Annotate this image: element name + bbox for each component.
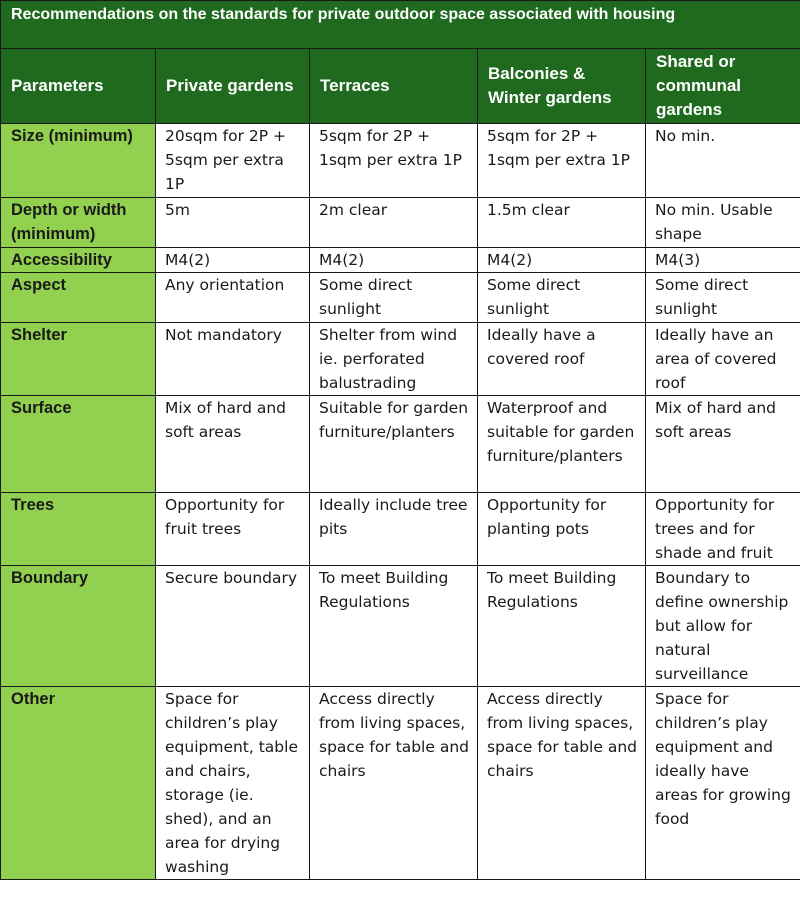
row-label-surface: Surface [1,396,156,493]
table-cell: Ideally have a covered roof [478,323,646,396]
row-label-boundary: Boundary [1,566,156,687]
title-row [1,1,800,49]
table-row [1,566,800,687]
table-row [1,493,800,566]
header-balconies-winter-gardens: Balconies & Winter gardens [478,49,646,124]
table-cell: Opportunity for fruit trees [156,493,310,566]
table-cell: No min. [646,124,800,198]
header-parameters: Parameters [1,49,156,124]
table-cell: 1.5m clear [478,198,646,248]
row-label-other: Other [1,687,156,880]
table-cell: Access directly from living spaces, space for table and chairs [478,687,646,880]
row-label-depth-width: Depth or width (minimum) [1,198,156,248]
table-title: Recommendations on the standards for private outdoor space associated with housing [1,1,800,49]
table-cell: Ideally include tree pits [310,493,478,566]
row-label-shelter: Shelter [1,323,156,396]
table-cell: Some direct sunlight [478,273,646,323]
row-label-aspect: Aspect [1,273,156,323]
table-cell: Suitable for garden furniture/planters [310,396,478,493]
table-row [1,198,800,248]
table-row [1,687,800,880]
table-cell: Mix of hard and soft areas [156,396,310,493]
table-cell: To meet Building Regulations [310,566,478,687]
table-cell: Mix of hard and soft areas [646,396,800,493]
table-cell: Waterproof and suitable for garden furniture/planters [478,396,646,493]
table-cell: 5sqm for 2P + 1sqm per extra 1P [478,124,646,198]
table-cell: Some direct sunlight [646,273,800,323]
table-cell: Access directly from living spaces, space for table and chairs [310,687,478,880]
table-cell: Space for children’s play equipment, table and chairs, storage (ie. shed), and an area for drying washing [156,687,310,880]
table-row [1,323,800,396]
table-row [1,248,800,273]
header-shared-communal-gardens: Shared or communal gardens [646,49,800,124]
table-cell: Space for children’s play equipment and ideally have areas for growing food [646,687,800,880]
table-cell: Ideally have an area of covered roof [646,323,800,396]
table-cell: 5m [156,198,310,248]
header-row [1,49,800,124]
table-cell: No min. Usable shape [646,198,800,248]
header-private-gardens: Private gardens [156,49,310,124]
table-cell: 2m clear [310,198,478,248]
table-cell: To meet Building Regulations [478,566,646,687]
table-cell: Boundary to define ownership but allow for natural surveillance [646,566,800,687]
table-cell: Any orientation [156,273,310,323]
table-row [1,396,800,493]
header-terraces: Terraces [310,49,478,124]
table-row [1,273,800,323]
row-label-trees: Trees [1,493,156,566]
table-cell: 20sqm for 2P + 5sqm per extra 1P [156,124,310,198]
table-cell: Opportunity for planting pots [478,493,646,566]
table-cell: M4(2) [478,248,646,273]
table-cell: M4(2) [156,248,310,273]
table-cell: Not mandatory [156,323,310,396]
table-row [1,124,800,198]
table-cell: M4(3) [646,248,800,273]
table-cell: Some direct sunlight [310,273,478,323]
table-cell: Shelter from wind ie. perforated balustrading [310,323,478,396]
table-cell: M4(2) [310,248,478,273]
table-cell: Opportunity for trees and for shade and fruit [646,493,800,566]
row-label-accessibility: Accessibility [1,248,156,273]
table-cell: Secure boundary [156,566,310,687]
table-cell: 5sqm for 2P + 1sqm per extra 1P [310,124,478,198]
row-label-size: Size (minimum) [1,124,156,198]
